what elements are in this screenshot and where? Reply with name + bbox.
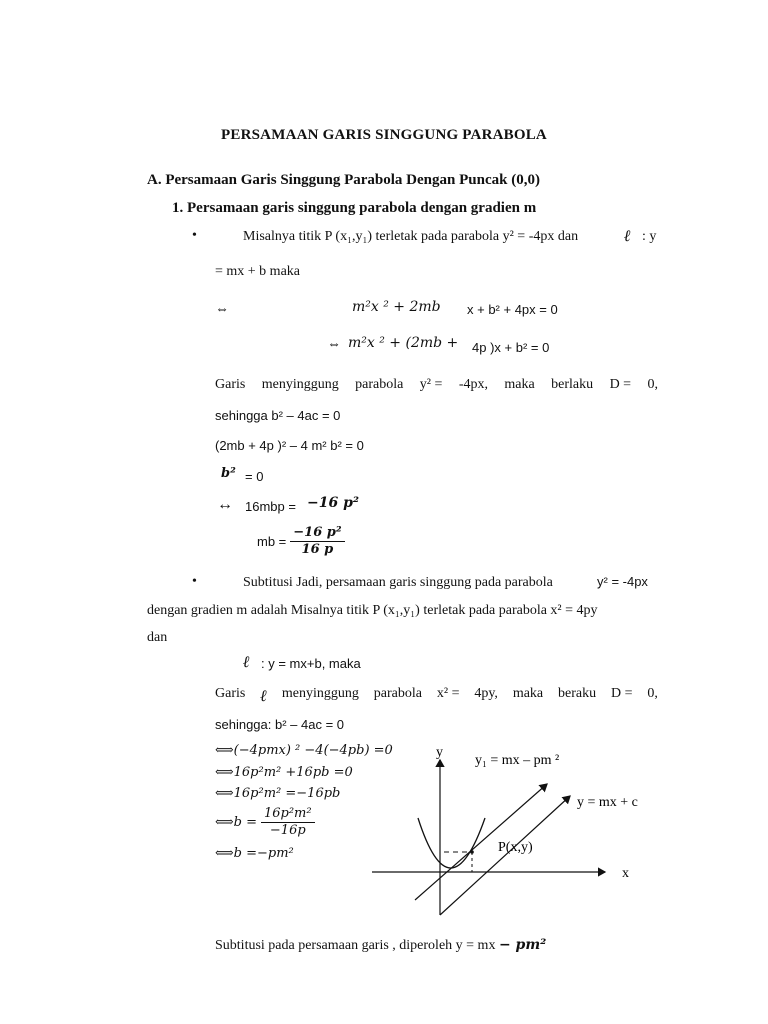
derivation-step-3: ⟺16p²m² =−16pb	[215, 786, 341, 801]
page-title: PERSAMAAN GARIS SINGGUNG PARABOLA	[221, 127, 547, 143]
bullet2-line1-right: y² = -4px	[597, 574, 648, 589]
line-ell-symbol: ℓ	[624, 226, 631, 245]
garis-line-2: Garis ℓ menyinggung parabola x² = 4py, maka beraku D = 0,	[215, 686, 658, 705]
fraction: $\frac{\text{16p²m²}}{-16p}$	[261, 806, 315, 839]
tangent-line-2	[440, 796, 570, 915]
tangent-point	[470, 850, 474, 854]
equation-5-left: 16mbp =	[245, 499, 296, 514]
equation-6: mb = $\frac{\text{−16 p²}}{16 p}$	[257, 525, 345, 558]
bullet2-line2: dengan gradien m adalah Misalnya titik P (x₁,y₁) terletak pada parabola x² = 4py	[147, 603, 598, 618]
line-ell-symbol: ℓ	[243, 652, 250, 671]
iff-symbol: ⇔	[215, 302, 229, 317]
section-heading-a: A. Persamaan Garis Singgung Parabola Dengan Puncak (0,0)	[147, 172, 540, 188]
equation-3: (2mb + 4p )² – 4 m² b² = 0	[215, 438, 364, 453]
x-axis-label: x	[622, 866, 629, 881]
derivation-step-1: ⟺(−4pmx) ² −4(−4pb) =0	[215, 743, 393, 758]
bullet2-line3: dan	[147, 630, 168, 645]
tangent-line-graph	[360, 740, 660, 920]
arrow-symbol: ↔	[217, 496, 233, 513]
point-label: P(x,y)	[498, 840, 533, 855]
y-axis-label: y	[436, 745, 443, 760]
bullet-icon: •	[192, 228, 197, 243]
bullet2-line4: : y = mx+b, maka	[261, 656, 361, 671]
derivation-step-4: ⟺b = $\frac{\text{16p²m²}}{-16p}$	[215, 806, 315, 839]
equation-1-math: m²x ² + 2mb	[352, 299, 441, 315]
equation-4-math: b²	[221, 466, 236, 481]
line2-label: y = mx + c	[577, 795, 638, 810]
equation-2-rest: 4p )x + b² = 0	[472, 340, 550, 355]
final-statement: Subtitusi pada persamaan garis , diperoleh y = mx − pm²	[215, 937, 547, 953]
bullet2-line1: Subtitusi Jadi, persamaan garis singgung pada parabola	[243, 575, 553, 590]
bullet-icon: •	[192, 574, 197, 589]
equation-2-math: m²x ² + (2mb +	[348, 335, 459, 351]
line1-label: y₁ = mx – pm ²	[475, 753, 560, 768]
bullet1-line1-end: : y	[642, 229, 657, 244]
garis-line-1: Garis menyinggung parabola y² = -4px, maka berlaku D = 0,	[215, 377, 658, 392]
bullet1-line2: = mx + b maka	[215, 264, 300, 279]
equation-1-rest: x + b² + 4px = 0	[467, 302, 558, 317]
iff-symbol: ⇔	[327, 337, 341, 352]
equation-4-rest: = 0	[245, 469, 264, 484]
bullet1-line1: Misalnya titik P (x₁,y₁) terletak pada parabola y² = -4px dan	[243, 229, 579, 244]
derivation-step-2: ⟺16p²m² +16pb =0	[215, 765, 353, 780]
parabola-curve	[418, 818, 485, 868]
derivation-step-5: ⟺b =−pm²	[215, 846, 294, 861]
condition-discriminant: sehingga b² – 4ac = 0	[215, 408, 341, 423]
subsection-heading-1: 1. Persamaan garis singgung parabola dengan gradien m	[172, 200, 537, 216]
condition-discriminant: sehingga: b² – 4ac = 0	[215, 717, 345, 732]
equation-5-math: −16 p²	[307, 495, 360, 511]
fraction: $\frac{\text{−16 p²}}{16 p}$	[290, 525, 344, 558]
